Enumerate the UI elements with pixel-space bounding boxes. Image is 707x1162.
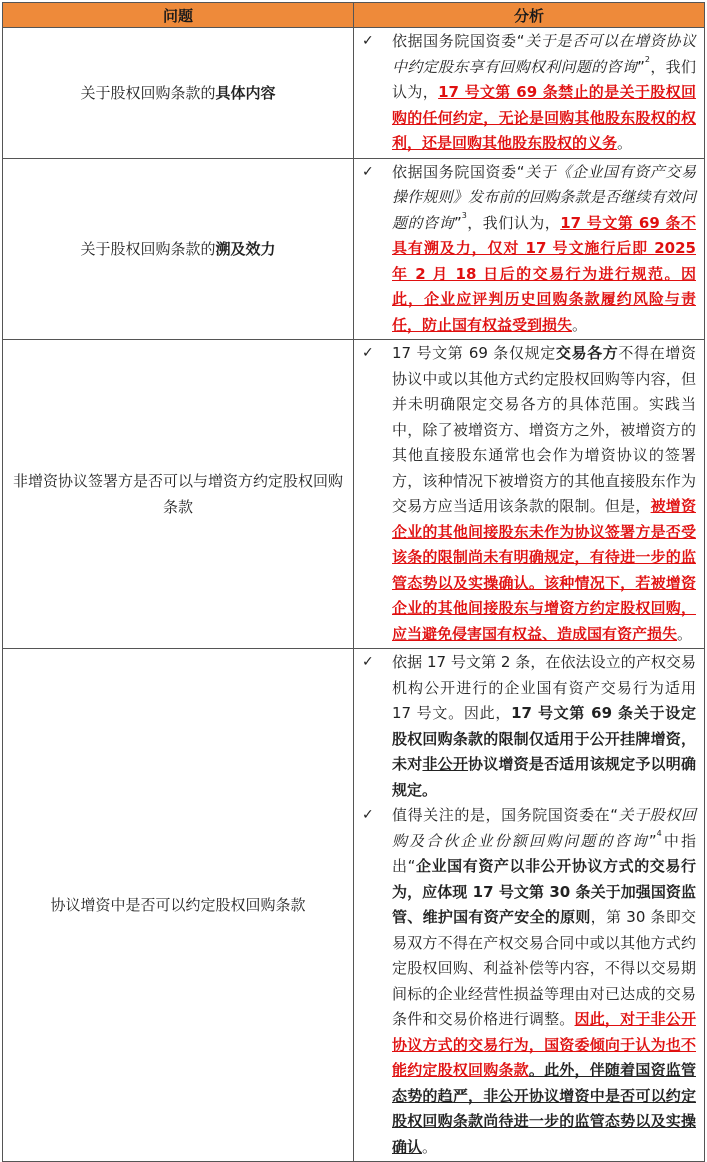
highlight-text: 17 号文第 69 条不具有溯及力，仅对 17 号文施行后即 2025 年 2 月 18 日后的交易行为进行规范。因此，企业应评判历史回购条款履约风险与责任，防止国有权益受到损失 [392,213,696,334]
analysis-table [2,2,705,1162]
text-span: 依据 17 号文第 2 条，在依法设立的产权交易机构公开进行的企业国有资产交易行为适用 17 号文。因此， [392,653,696,722]
analysis-cell [354,28,705,159]
issue-text: 关于股权回购条款的 [80,83,216,102]
bullet-item [360,803,696,1160]
text-span: 17 号文第 69 条仅规定 [392,344,556,362]
text-span: 不得在增资协议中或以其他方式约定股权回购等内容，但并未明确限定交易各方的具体范围。实践当中，除了被增资方、增资方之外，被增资方的其他直接股东通常也会作为增资协议的签署方，该种情况下被增资方的其他直接股东作为交易方应当适用该条款的限制。但是， [392,344,696,515]
table-header-row [3,3,705,28]
bullet-item [360,29,696,157]
table-row [3,28,705,159]
bullet-text [392,341,696,647]
text-span: 依据国务院国资委“ [392,162,525,181]
bold-text: 协议增资是否适用该规定予以明确规定。 [392,755,696,799]
table-row [3,649,705,1162]
text-span: ” [453,213,462,232]
analysis-cell [354,340,705,649]
highlight-text: 17 号文第 69 条禁止的是关于股权回购的任何约定，无论是回购其他股东股权的权利，还是回购其他股东股权的义务 [392,83,696,152]
text-span: 依据国务院国资委“ [392,32,525,50]
underline-text: 。此外，伴随着国资监管态势的趋严，非公开协议增资中是否可以约定股权回购条款尚待进一步的监管态势以及实操确认 [392,1061,696,1156]
text-span: 。 [677,624,693,643]
bullet-text [392,29,696,157]
issue-cell [3,649,354,1162]
text-span: ” [637,57,645,76]
header-issue: 问题 [3,3,354,28]
text-span: ，我们认为， [466,213,561,232]
bullet-text [392,650,696,803]
issue-cell [3,158,354,340]
bold-text: 交易各方 [555,344,619,362]
text-span: 。 [572,315,588,334]
citation-title: 关于股权回购及合伙企业份额回购问题的咨询 [392,806,696,850]
issue-cell [3,28,354,159]
header-analysis: 分析 [354,3,705,28]
issue-text: 关于股权回购条款的 [80,239,216,258]
bullet-text [392,803,696,1160]
bullet-text [392,160,696,339]
checkmark-icon: ✓ [362,654,374,670]
footnote-ref: 4 [656,828,662,838]
text-span: 值得关注的是，国务院国资委在“ [392,806,619,824]
highlight-text: 被增资企业的其他间接股东未作为协议签署方是否受该条的限制尚未有明确规定，有待进一步的监管态势以及实操确认。该种情况下，若被增资企业的其他间接股东与增资方约定股权回购，应当避免侵害国有权益、造成国有资产损失 [392,497,696,643]
checkmark-icon: ✓ [362,807,374,823]
checkmark-icon: ✓ [362,33,374,49]
text-span: ，我们认为， [392,57,696,101]
analysis-cell [354,158,705,340]
issue-text: 非增资协议签署方是否可以与增资方约定股权回购条款 [12,472,343,516]
bold-text: 企业国有资产以非公开协议方式的交易行为，应体现 17 号文第 30 条关于加强国资监管、维护国有资产安全的原则 [392,857,696,926]
analysis-cell [354,649,705,1162]
table-row [3,340,705,649]
highlight-text: 因此，对于非公开协议方式的交易行为，国资委倾向于认为也不能约定股权回购条款 [392,1010,696,1079]
bullet-item [360,160,696,339]
checkmark-icon: ✓ [362,163,374,180]
text-span: ” [648,831,657,850]
citation-title: 关于是否可以在增资协议中约定股东享有回购权利问题的咨询 [392,32,696,76]
issue-cell [3,340,354,649]
issue-emphasis: 具体内容 [215,83,276,102]
issue-text: 协议增资中是否可以约定股权回购条款 [50,896,306,914]
text-span: 。 [422,1137,438,1156]
text-span: ，第 30 条即交易双方不得在产权交易合同中或以其他方式约定股权回购、利益补偿等内容，不得以交易期间标的企业经营性损益等理由对已达成的交易条件和交易价格进行调整。 [392,908,696,1028]
text-span: 。 [617,134,633,152]
footnote-ref: 2 [644,54,651,64]
table-row [3,158,705,340]
citation-title: 关于《企业国有资产交易操作规则》发布前的回购条款是否继续有效问题的咨询 [392,162,696,232]
footnote-ref: 3 [461,210,467,220]
bold-text: 17 号文第 69 条关于设定股权回购条款的限制仅适用于公开挂牌增资，未对 [392,704,696,773]
issue-emphasis: 溯及效力 [215,239,276,258]
bullet-item [360,650,696,803]
text-span: 中指出“ [392,831,696,875]
underline-text: 非公开 [422,755,469,773]
bullet-item [360,341,696,647]
checkmark-icon: ✓ [362,345,374,361]
